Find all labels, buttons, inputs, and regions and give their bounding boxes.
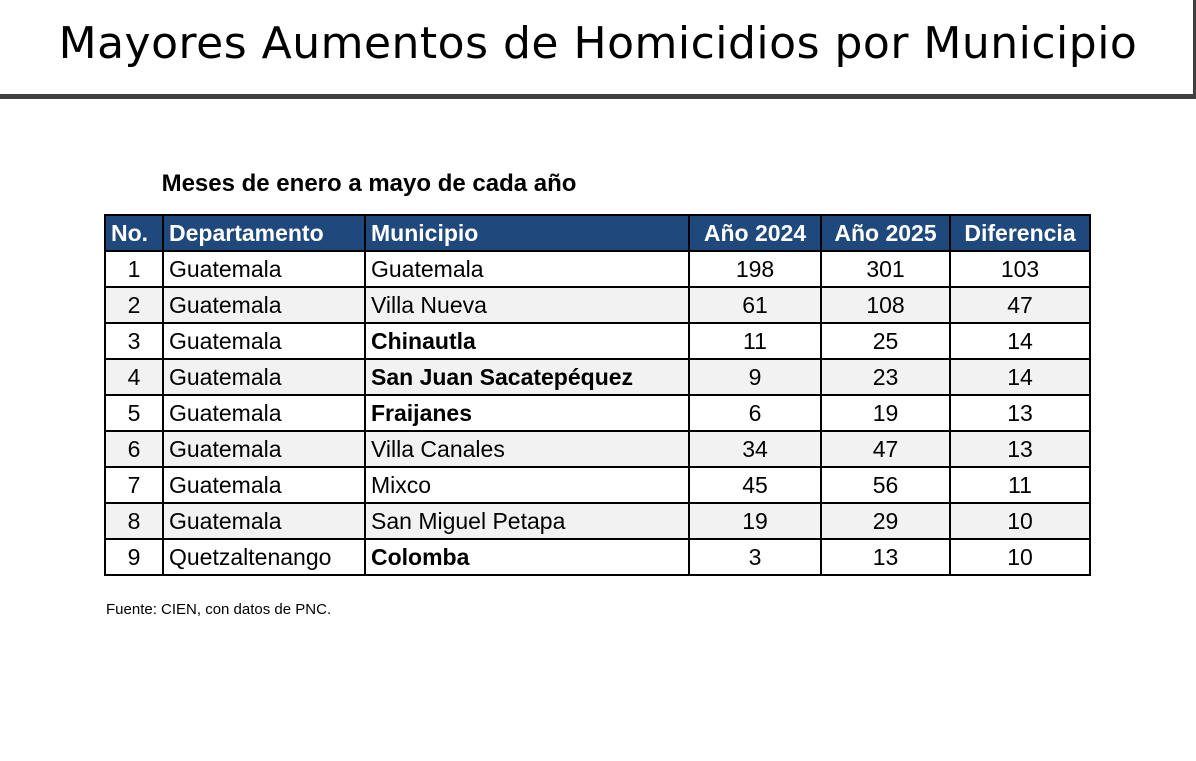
cell-departamento: Guatemala <box>163 359 365 395</box>
cell-no: 4 <box>105 359 163 395</box>
header-diferencia: Diferencia <box>950 215 1090 251</box>
table-caption: Meses de enero a mayo de cada año <box>161 170 577 197</box>
header-no: No. <box>105 215 163 251</box>
table-row <box>105 359 1090 395</box>
table-row <box>105 431 1090 467</box>
cell-year-2025: 301 <box>821 251 950 287</box>
cell-year-2025: 13 <box>821 539 950 575</box>
cell-municipio: San Juan Sacatepéquez <box>365 359 689 395</box>
cell-municipio: Villa Canales <box>365 431 689 467</box>
cell-year-2025: 23 <box>821 359 950 395</box>
title-divider <box>0 94 1196 99</box>
cell-year-2024: 34 <box>689 431 821 467</box>
table-row <box>105 323 1090 359</box>
cell-departamento: Guatemala <box>163 251 365 287</box>
cell-year-2025: 56 <box>821 467 950 503</box>
table-header-row <box>105 215 1090 251</box>
cell-no: 2 <box>105 287 163 323</box>
cell-municipio: Chinautla <box>365 323 689 359</box>
cell-municipio: Fraijanes <box>365 395 689 431</box>
cell-municipio: Guatemala <box>365 251 689 287</box>
cell-diferencia: 13 <box>950 395 1090 431</box>
cell-municipio: Mixco <box>365 467 689 503</box>
cell-year-2024: 11 <box>689 323 821 359</box>
cell-diferencia: 10 <box>950 503 1090 539</box>
cell-year-2025: 25 <box>821 323 950 359</box>
cell-year-2025: 108 <box>821 287 950 323</box>
page-title: Mayores Aumentos de Homicidios por Municipio <box>58 18 1138 69</box>
cell-departamento: Guatemala <box>163 395 365 431</box>
cell-departamento: Guatemala <box>163 467 365 503</box>
cell-no: 7 <box>105 467 163 503</box>
cell-departamento: Guatemala <box>163 287 365 323</box>
cell-municipio: San Miguel Petapa <box>365 503 689 539</box>
cell-year-2024: 19 <box>689 503 821 539</box>
cell-diferencia: 13 <box>950 431 1090 467</box>
cell-year-2024: 6 <box>689 395 821 431</box>
cell-departamento: Guatemala <box>163 323 365 359</box>
table-row <box>105 395 1090 431</box>
cell-no: 6 <box>105 431 163 467</box>
header-departamento: Departamento <box>163 215 365 251</box>
cell-no: 3 <box>105 323 163 359</box>
cell-year-2025: 47 <box>821 431 950 467</box>
cell-year-2024: 9 <box>689 359 821 395</box>
cell-diferencia: 14 <box>950 323 1090 359</box>
table-row <box>105 251 1090 287</box>
header-year-2025: Año 2025 <box>821 215 950 251</box>
cell-no: 1 <box>105 251 163 287</box>
cell-diferencia: 47 <box>950 287 1090 323</box>
cell-no: 5 <box>105 395 163 431</box>
cell-year-2025: 29 <box>821 503 950 539</box>
cell-no: 9 <box>105 539 163 575</box>
homicides-table <box>104 214 1091 576</box>
table-row <box>105 539 1090 575</box>
table-body <box>105 251 1090 575</box>
cell-year-2024: 3 <box>689 539 821 575</box>
cell-no: 8 <box>105 503 163 539</box>
cell-year-2024: 45 <box>689 467 821 503</box>
cell-departamento: Guatemala <box>163 431 365 467</box>
cell-municipio: Colomba <box>365 539 689 575</box>
cell-diferencia: 14 <box>950 359 1090 395</box>
cell-departamento: Quetzaltenango <box>163 539 365 575</box>
table-row <box>105 287 1090 323</box>
cell-diferencia: 11 <box>950 467 1090 503</box>
cell-municipio: Villa Nueva <box>365 287 689 323</box>
table-row <box>105 467 1090 503</box>
cell-year-2025: 19 <box>821 395 950 431</box>
source-note: Fuente: CIEN, con datos de PNC. <box>106 601 332 618</box>
cell-diferencia: 103 <box>950 251 1090 287</box>
table-row <box>105 503 1090 539</box>
cell-departamento: Guatemala <box>163 503 365 539</box>
header-year-2024: Año 2024 <box>689 215 821 251</box>
cell-year-2024: 198 <box>689 251 821 287</box>
cell-diferencia: 10 <box>950 539 1090 575</box>
cell-year-2024: 61 <box>689 287 821 323</box>
header-municipio: Municipio <box>365 215 689 251</box>
